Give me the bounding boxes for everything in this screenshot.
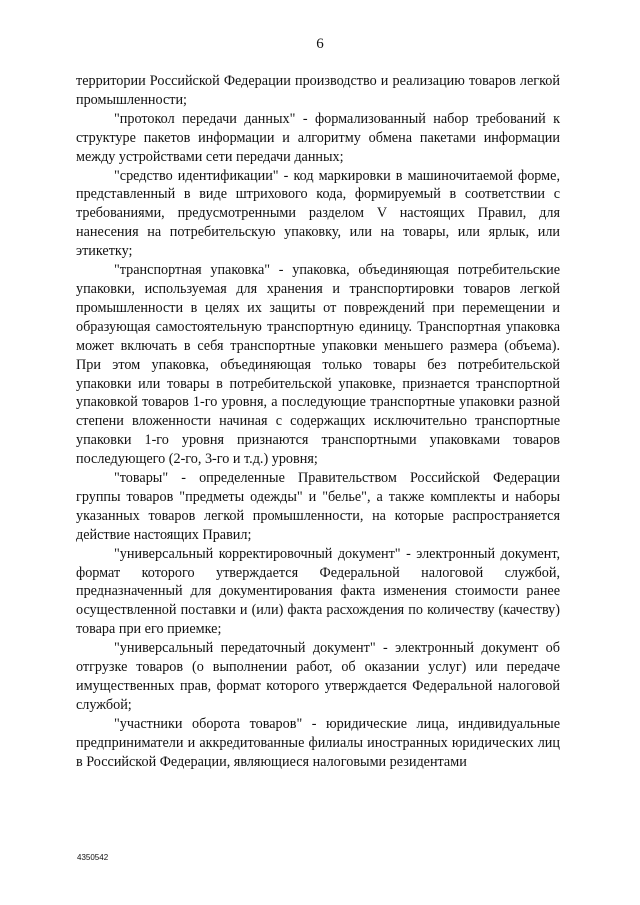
document-body bbox=[76, 72, 560, 772]
paragraph-definition-universal-transfer-document: "универсальный передаточный документ" - электронный документ об отгрузке товаров (о выполнении работ, об оказании услуг) или передаче имущественных прав, формат которого утверждается Федеральной налоговой службой; bbox=[76, 640, 560, 713]
paragraph-definition-data-protocol: "протокол передачи данных" - формализованный набор требований к структуре пакетов информации и алгоритму обмена пакетами информации между устройствами сети передачи данных; bbox=[76, 110, 560, 165]
paragraph-definition-universal-correction-document: "универсальный корректировочный документ" - электронный документ, формат которого утверждается Федеральной налоговой службой, предназначенный для документирования факта изменения стоимости ранее осуществленной поставки и (или) факта расхождения по количеству (качеству) товара при его приемке; bbox=[76, 545, 560, 638]
paragraph-definition-trade-participants: "участники оборота товаров" - юридические лица, индивидуальные предприниматели и аккредитованные филиалы иностранных юридических лиц в Российской Федерации, являющиеся налоговыми резидентами bbox=[76, 715, 560, 770]
paragraph-definition-identification-means: "средство идентификации" - код маркировки в машиночитаемой форме, представленный в виде штрихового кода, формируемый в соответствии с требованиями, предусмотренными разделом V настоящих Правил, для нанесения на потребительскую упаковку, или на товары, или ярлык, или этикетку; bbox=[76, 167, 560, 260]
paragraph-definition-goods: "товары" - определенные Правительством Российской Федерации группы товаров "предметы одежды" и "белье", а также комплекты и наборы указанных товаров легкой промышленности, на которые распространяется действие настоящих Правил; bbox=[76, 470, 560, 543]
document-code: 4350542 bbox=[77, 853, 109, 862]
paragraph-continuation: территории Российской Федерации производство и реализацию товаров легкой промышленности; bbox=[76, 73, 560, 108]
page-number: 6 bbox=[316, 36, 324, 52]
paragraph-definition-transport-packaging: "транспортная упаковка" - упаковка, объединяющая потребительские упаковки, используемая для хранения и транспортировки товаров легкой промышленности в целях их защиты от повреждений при перемещении и образующая самостоятельную транспортную единицу. Транспортная упаковка может включать в себя транспортные упаковки меньшего размера (объема). При этом упаковка, объединяющая только товары без потребительской упаковки или товары в потребительской упаковке, признается транспортной упаковкой товаров 1-го уровня, а последующие транспортные упаковки разной степени вложенности начиная с содержащих исключительно транспортные упаковки 1-го уровня признаются транспортными упаковками товаров последующего (2-го, 3-го и т.д.) уровня; bbox=[76, 262, 560, 468]
